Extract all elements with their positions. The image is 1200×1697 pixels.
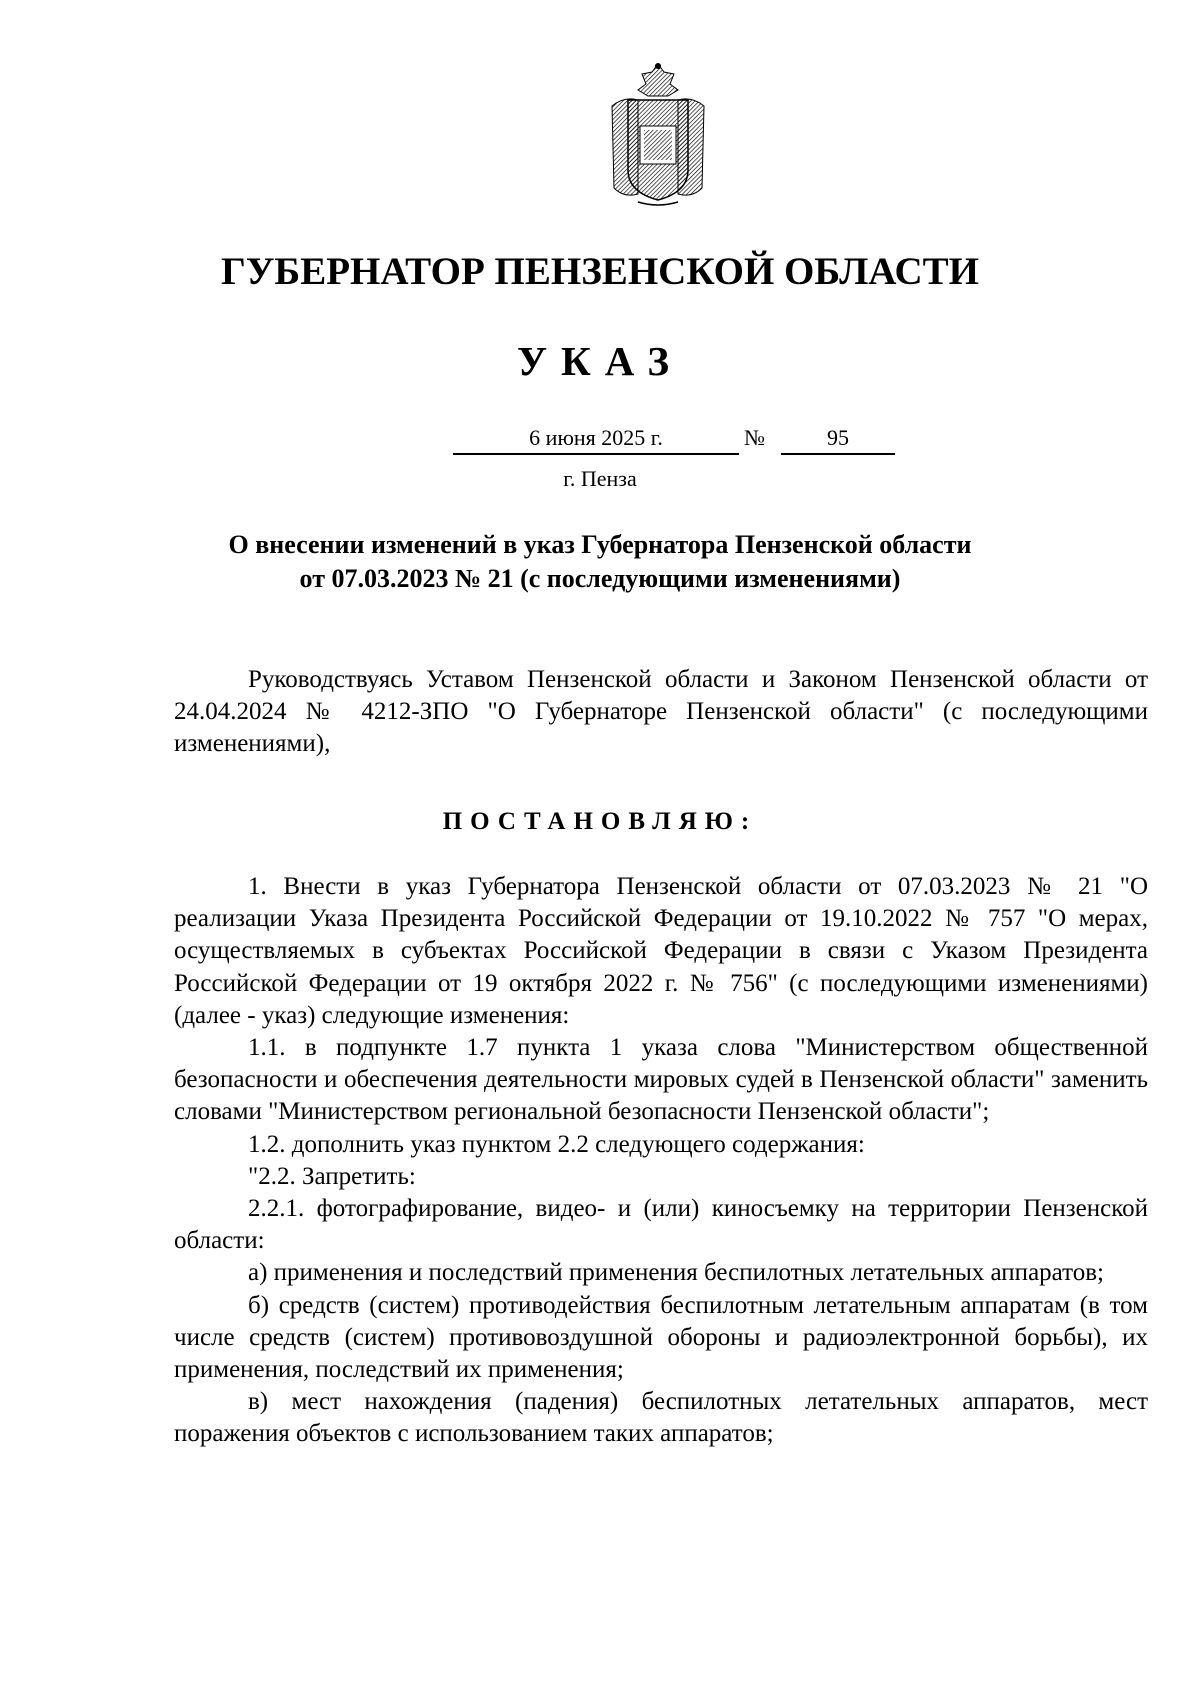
decree-body <box>174 871 1148 1451</box>
paragraph-item-v: в) мест нахождения (падения) беспилотных летательных аппаратов, мест поражения объектов с использованием таких аппаратов; <box>174 1388 1148 1448</box>
subject-line-2: от 07.03.2023 № 21 (с последующими изменениями) <box>299 564 901 593</box>
decree-heading: ПОСТАНОВЛЯЮ: <box>442 808 758 835</box>
paragraph-1: 1. Внести в указ Губернатора Пензенской области от 07.03.2023 № 21 "О реализации Указа Президента Российской Федерации от 19.10.2022 № 757 "О мерах, осуществляемых в субъектах Российской Федерации в связи с Указом Президента Российской Федерации от 19 октября 2022 г. № 756" (с последующими изменениями) (далее - указ) следующие изменения: <box>174 873 1148 1029</box>
paragraph-1-1: 1.1. в подпункте 1.7 пункта 1 указа слова "Министерством общественной безопасности и обеспечения деятельности мировых судей в Пензенской области" заменить словами "Министерством региональной безопасности Пензенской области"; <box>174 1034 1148 1126</box>
paragraph-2-2: "2.2. Запретить: <box>248 1162 416 1190</box>
city-label: г. Пенза <box>563 466 637 491</box>
number-label: № <box>744 425 765 450</box>
document-subject <box>0 528 1200 596</box>
preamble-paragraph: Руководствуясь Уставом Пензенской области и Законом Пензенской области от 24.04.2024 № 4212-ЗПО "О Губернаторе Пензенской области" (с последующими изменениями), <box>174 666 1148 758</box>
paragraph-item-b: б) средств (систем) противодействия беспилотным летательным аппаратам (в том числе средств (систем) противовоздушной обороны и радиоэлектронной борьбы), их применения, последствий их применения; <box>174 1291 1148 1384</box>
coat-of-arms-emblem <box>604 60 712 208</box>
paragraph-item-a: а) применения и последствий применения беспилотных летательных аппаратов; <box>248 1259 1104 1287</box>
paragraph-2-2-1: 2.2.1. фотографирование, видео- и (или) киносъемку на территории Пензенской области: <box>174 1195 1148 1255</box>
paragraph-1-2: 1.2. дополнить указ пунктом 2.2 следующего содержания: <box>248 1130 865 1158</box>
document-number: 95 <box>781 425 895 455</box>
subject-line-1: О внесении изменений в указ Губернатора Пензенской области <box>228 530 972 559</box>
document-type-heading: УКАЗ <box>516 338 684 384</box>
issuing-authority-title: ГУБЕРНАТОР ПЕНЗЕНСКОЙ ОБЛАСТИ <box>221 250 979 293</box>
document-date: 6 июня 2025 г. <box>453 425 739 455</box>
preamble-block <box>174 664 1148 761</box>
